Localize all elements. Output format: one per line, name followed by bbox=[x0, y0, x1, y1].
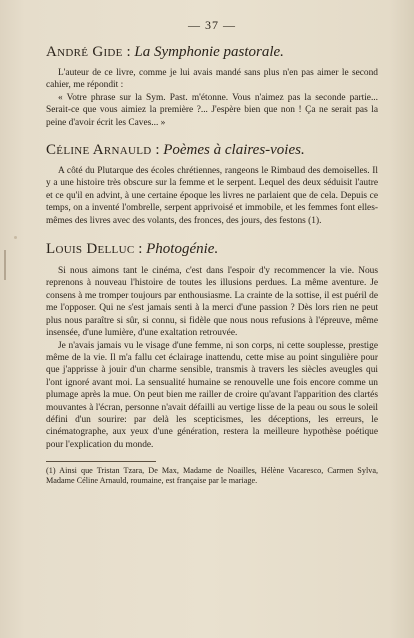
paragraph: L'auteur de ce livre, comme je lui avais mandé sans plus n'en pas aimer le second cahier, me répondit : bbox=[46, 68, 378, 91]
section-gide bbox=[46, 43, 378, 129]
section-heading: André Gide : La Symphonie pastorale. bbox=[46, 44, 284, 60]
footnote-rule bbox=[46, 461, 156, 462]
paragraph: A côté du Plutarque des écoles chrétiennes, rangeons le Rimbaud des demoiselles. Il y a une histoire très obscure sur la femme et le serpent. Lequel des deux séduisit l'autre et ce qu'il en advint, à une certaine époque les livres ne parlaient que de cela. Depuis ce temps, on a inventé l'ombrelle, serpent apprivoisé et immobile, et les femmes font elles-mêmes des livres avec des volants, des fronces, des jours, des festons (1). bbox=[46, 166, 378, 226]
paragraph: « Votre phrase sur la Sym. Past. m'étonne. Vous n'aimez pas la seconde partie... Serait-ce que vous aimiez la première ?... J'espère bien que non ! Ça ne serait pas la peine d'avoir écrit les Caves... » bbox=[46, 92, 378, 128]
work-title: Poèmes à claires-voies. bbox=[163, 142, 305, 159]
section-heading: Louis Delluc : Photogénie. bbox=[46, 241, 219, 258]
page-edge-mark bbox=[4, 250, 6, 280]
page-number: — 37 — bbox=[188, 18, 236, 32]
section-arnauld bbox=[46, 141, 378, 227]
section-heading: Céline Arnauld : Poèmes à claires-voies. bbox=[46, 142, 305, 159]
work-title: Photogénie. bbox=[146, 241, 219, 258]
paper-spot bbox=[14, 236, 17, 239]
paragraph: Si nous aimons tant le cinéma, c'est dans l'espoir d'y recommencer la vie. Nous reprenons à nouveau l'histoire de toutes les illusions perdues. La même aventure. Je consens à me tromper toujours par enthousiasme. La crainte de la sottise, il est puéril de me l'opposer. Qui ne s'est jamais senti à la merci d'une passion ? Dès lors rien ne peut plus nous paraître si sûr, si connu, si fidèle que nous nous refusions à l'épreuve, même insensée, d'une lumière, d'une exaltation retrouvée. bbox=[46, 266, 378, 339]
author-name: André Gide bbox=[46, 44, 123, 60]
section-delluc bbox=[46, 240, 378, 451]
paragraph: Je n'avais jamais vu le visage d'une femme, ni son corps, ni cette souplesse, prestige même de la vie. Il m'a fallu cet éclairage inattendu, cette mise au point singulière pour que j'apprisse à jouir d'un charme sensible, transmis à travers les siècles aveugles qui l'ont ignoré avant moi. La sensualité humaine se renouvelle une fois encore comme un plumage après la mue. On peut bien me railler de croire qu'avant l'apparition des clartés mouvantes à l'écran, personne n'avait défailli au vertige lisse de la peau ou sous le soleil défini d'un sourire: par delà les scepticismes, les déceptions, les erreurs, le cinématographe, aux yeux d'une génération, restera la meilleure hypothèse poétique pour l'explication du monde. bbox=[46, 340, 378, 450]
work-title: La Symphonie pastorale. bbox=[134, 44, 284, 60]
author-name: Céline Arnauld bbox=[46, 142, 152, 159]
author-name: Louis Delluc bbox=[46, 241, 135, 258]
footnote: (1) Ainsi que Tristan Tzara, De Max, Madame de Noailles, Hélène Vacaresco, Carmen Sylva, Madame Céline Arnauld, roumaine, est française par le mariage. bbox=[46, 466, 378, 486]
